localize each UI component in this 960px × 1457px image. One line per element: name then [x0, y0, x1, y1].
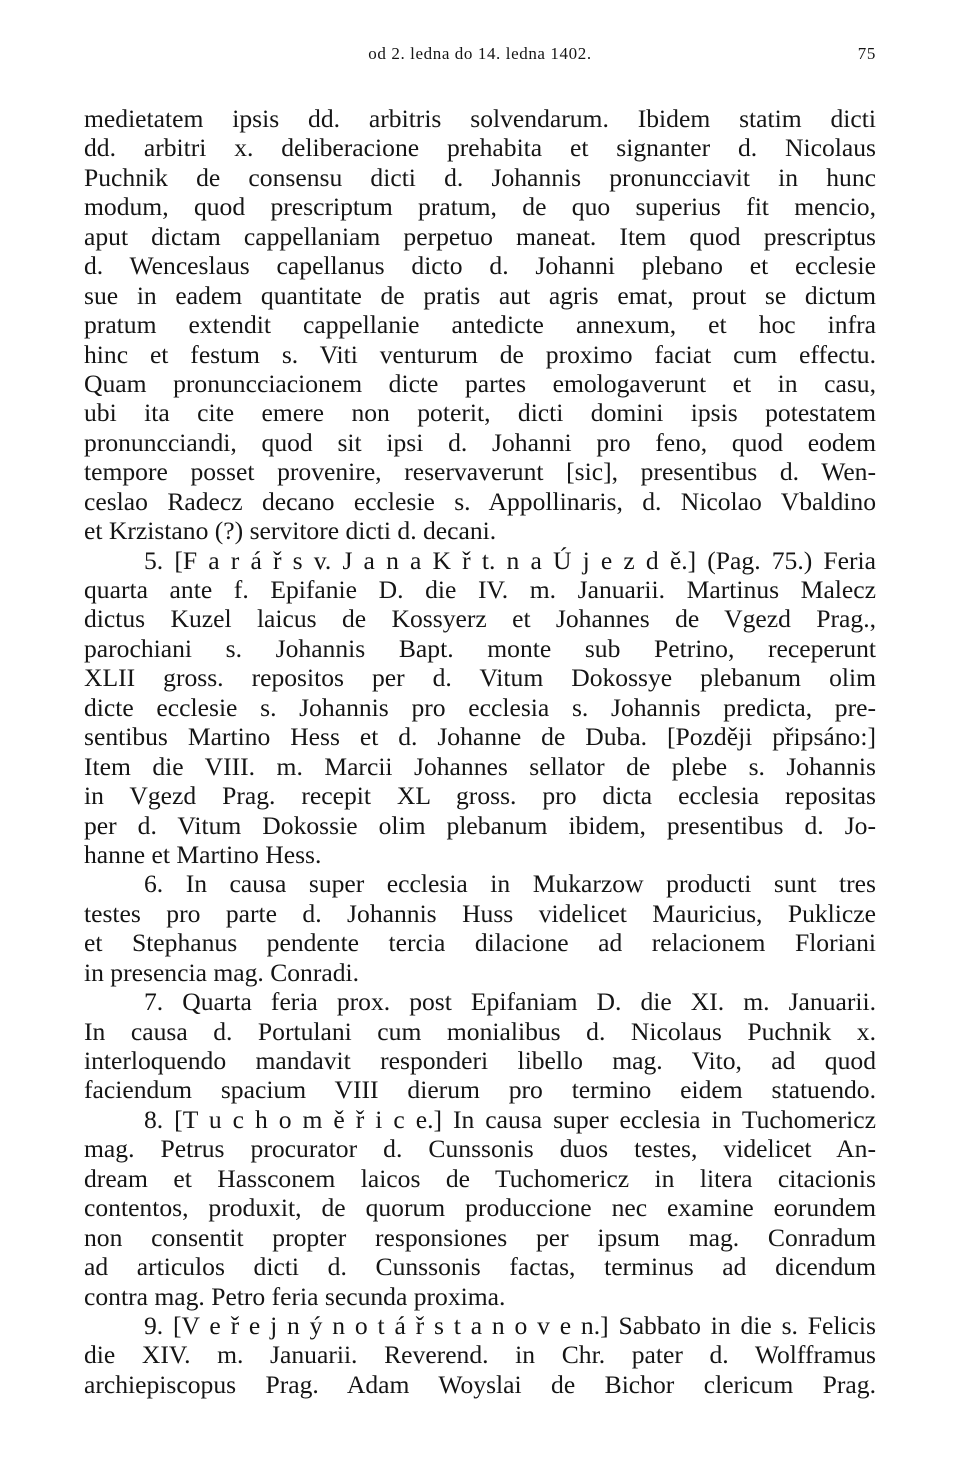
- text-line: d. Wenceslaus capellanus dicto d. Johanni plebano et ecclesie: [84, 251, 876, 281]
- text-line: 7. Quarta feria prox. post Epifaniam D. die XI. m. Januarii.: [144, 987, 876, 1017]
- text-line: dictus Kuzel laicus de Kossyerz et Johannes de Vgezd Prag.,: [84, 604, 876, 634]
- text-line: 6. In causa super ecclesia in Mukarzow producti sunt tres: [144, 869, 876, 899]
- text-line: sentibus Martino Hess et d. Johanne de Duba. [Později připsáno:]: [84, 722, 876, 752]
- text-line: XLII gross. repositos per d. Vitum Dokossye plebanum olim: [84, 663, 876, 693]
- text-line: modum, quod prescriptum pratum, de quo superius fit mencio,: [84, 192, 876, 222]
- text-line: non consentit propter responsiones per ipsum mag. Conradum: [84, 1222, 876, 1252]
- text-line: dicte ecclesie s. Johannis pro ecclesia s. Johannis predicta, pre-: [84, 692, 876, 722]
- body-text: [84, 104, 876, 1399]
- text-line: per d. Vitum Dokossie olim plebanum ibidem, presentibus d. Jo-: [84, 810, 876, 840]
- text-line: 5. [F a r á ř s v. J a n a K ř t. n a Ú j e z d ě.] (Pag. 75.) Feria: [144, 545, 876, 575]
- text-line: 8. [T u c h o m ě ř i c e.] In causa super ecclesia in Tuchomericz: [144, 1104, 876, 1134]
- text-line: 9. [V e ř e j n ý n o t á ř s t a n o v e n.] Sabbato in die s. Felicis: [144, 1310, 876, 1340]
- text-line: archiepiscopus Prag. Adam Woyslai de Bichor clericum Prag.: [84, 1369, 876, 1399]
- page-number: 75: [857, 44, 876, 63]
- text-line: contra mag. Petro feria secunda proxima.: [84, 1281, 506, 1311]
- text-line: dd. arbitri x. deliberacione prehabita et signanter d. Nicolaus: [84, 133, 876, 163]
- text-line: quarta ante f. Epifanie D. die IV. m. Januarii. Martinus Malecz: [84, 575, 876, 604]
- text-line: tempore posset provenire, reservaverunt [sic], presentibus d. Wen-: [84, 457, 876, 487]
- text-line: in presencia mag. Conradi.: [84, 957, 360, 987]
- text-line: pratum extendit cappellanie antedicte annexum, et hoc infra: [84, 310, 876, 340]
- text-line: aput dictam cappellaniam perpetuo maneat. Item quod prescriptus: [84, 221, 876, 251]
- running-title: od 2. ledna do 14. ledna 1402.: [368, 44, 592, 63]
- text-line: Item die VIII. m. Marcii Johannes sellator de plebe s. Johannis: [84, 751, 876, 781]
- text-line: Quam pronuncciacionem dicte partes emologaverunt et in casu,: [84, 368, 876, 398]
- text-line: testes pro parte d. Johannis Huss videlicet Mauricius, Puklicze: [84, 898, 876, 928]
- text-line: faciendum spacium VIII dierum pro termino eidem statuendo.: [84, 1075, 876, 1105]
- text-line: in Vgezd Prag. recepit XL gross. pro dicta ecclesia repositas: [84, 781, 876, 811]
- text-line: die XIV. m. Januarii. Reverend. in Chr. pater d. Wolfframus: [84, 1340, 876, 1370]
- text-line: dream et Hassconem laicos de Tuchomericz in litera citacionis: [84, 1163, 876, 1193]
- text-line: ceslao Radecz decano ecclesie s. Appollinaris, d. Nicolao Vbaldino: [84, 486, 876, 516]
- text-line: hanne et Martino Hess.: [84, 839, 322, 869]
- text-line: mag. Petrus procurator d. Cunssonis duos testes, videlicet An-: [84, 1134, 876, 1164]
- text-line: ad articulos dicti d. Cunssonis factas, terminus ad dicendum: [84, 1252, 876, 1282]
- text-line: et Krzistano (?) servitore dicti d. decani.: [84, 516, 497, 546]
- text-line: medietatem ipsis dd. arbitris solvendarum. Ibidem statim dicti: [84, 104, 876, 133]
- text-line: parochiani s. Johannis Bapt. monte sub Petrino, receperunt: [84, 633, 876, 663]
- text-line: hinc et festum s. Viti venturum de proximo faciat cum effectu.: [84, 339, 876, 369]
- text-line: ubi ita cite emere non poterit, dicti domini ipsis potestatem: [84, 398, 876, 428]
- text-line: In causa d. Portulani cum monialibus d. Nicolaus Puchnik x.: [84, 1016, 876, 1046]
- text-line: contentos, produxit, de quorum produccione nec examine eorundem: [84, 1193, 876, 1223]
- text-line: pronuncciandi, quod sit ipsi d. Johanni pro feno, quod eodem: [84, 427, 876, 457]
- text-line: sue in eadem quantitate de pratis aut agris emat, prout se dictum: [84, 280, 876, 310]
- text-line: et Stephanus pendente tercia dilacione ad relacionem Floriani: [84, 928, 876, 958]
- running-header: [84, 44, 876, 74]
- text-line: Puchnik de consensu dicti d. Johannis pronuncciavit in hunc: [84, 162, 876, 192]
- text-line: interloquendo mandavit responderi libello mag. Vito, ad quod: [84, 1046, 876, 1075]
